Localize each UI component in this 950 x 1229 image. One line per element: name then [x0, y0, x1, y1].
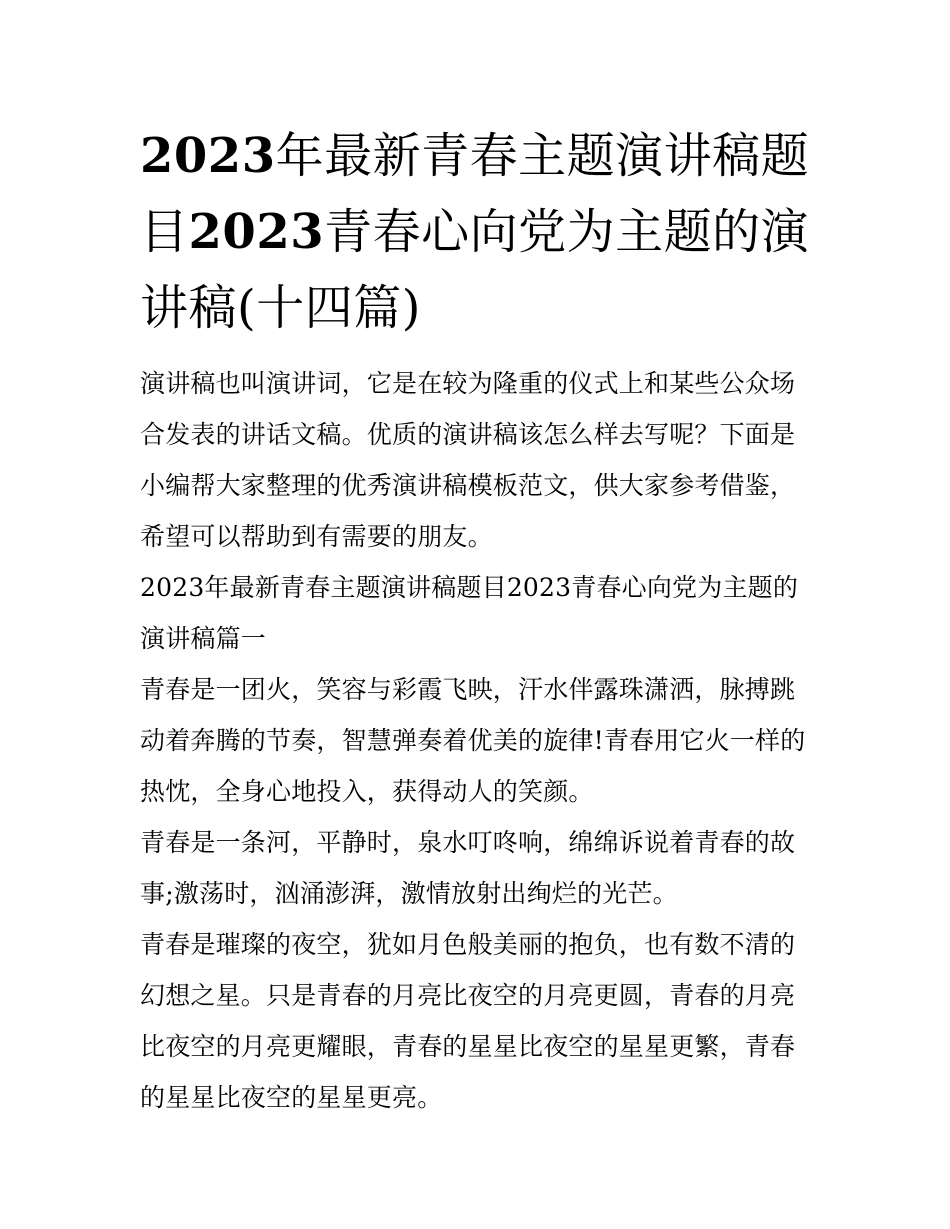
body-paragraph: 青春是一团火，笑容与彩霞飞映，汗水伴露珠潇洒，脉搏跳动着奔腾的节奏，智慧弹奏着优美的旋律!青春用它火一样的热忱，全身心地投入，获得动人的笑颜。 — [140, 675, 806, 806]
section-heading: 2023年最新青春主题演讲稿题目2023青春心向党为主题的演讲稿篇一 — [140, 573, 799, 653]
title-text-1: 年最新青春主题演讲稿题目 — [140, 128, 810, 260]
body-paragraph: 青春是一条河，平静时，泉水叮咚响，绵绵诉说着青春的故事;激荡时，汹涌澎湃，激情放射出绚烂的光芒。 — [140, 828, 796, 908]
title-year-1: 2023 — [140, 128, 276, 184]
body-paragraph: 青春是璀璨的夜空，犹如月色般美丽的抱负，也有数不清的幻想之星。只是青春的月亮比夜空的月亮更圆，青春的月亮比夜空的月亮更耀眼，青春的星星比夜空的星星更繁，青春的星星比夜空的星星更亮。 — [140, 930, 796, 1112]
title-year-2: 2023 — [188, 204, 325, 260]
document-title — [140, 118, 812, 346]
document-page — [140, 118, 812, 1123]
title-text-2: 青春心向党为主题的演讲稿(十四篇) — [140, 204, 810, 336]
intro-paragraph: 演讲稿也叫演讲词，它是在较为隆重的仪式上和某些公众场合发表的讲话文稿。优质的演讲稿该怎么样去写呢？下面是小编帮大家整理的优秀演讲稿模板范文，供大家参考借鉴，希望可以帮助到有需要的朋友。 — [140, 369, 796, 551]
